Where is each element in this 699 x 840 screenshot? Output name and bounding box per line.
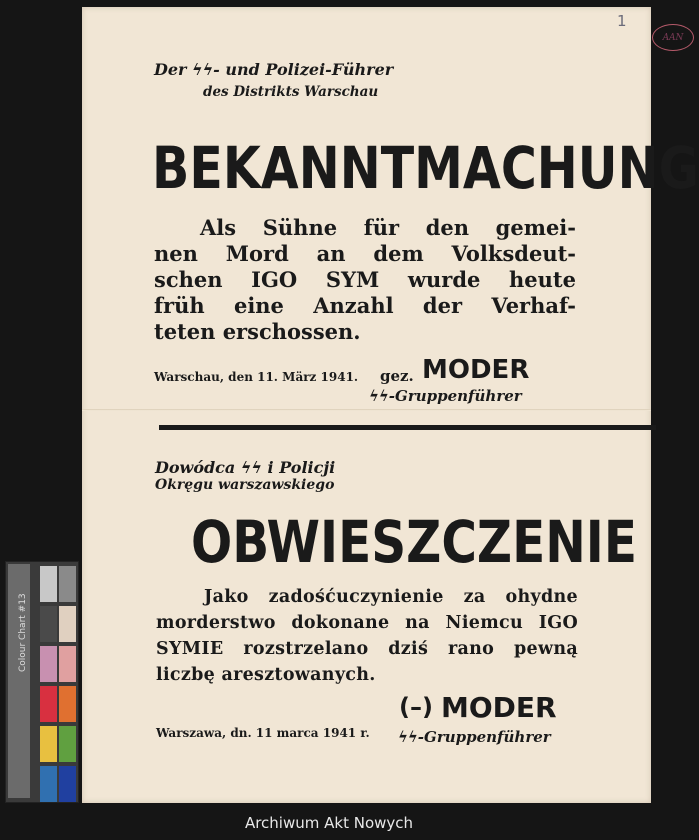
german-body-line: nen Mord an dem Volksdeut- <box>154 241 576 266</box>
polish-signature-name: MODER <box>441 691 557 724</box>
colour-swatch <box>40 726 57 762</box>
german-signature-name: MODER <box>422 355 530 385</box>
polish-body-line: morderstwo dokonane na Niemcu IGO <box>156 613 578 633</box>
german-authority-line1: Der ϟϟ- und Polizei-Führer <box>154 60 394 79</box>
colour-swatch <box>40 606 57 642</box>
polish-date: Warszawa, dn. 11 marca 1941 r. <box>156 726 370 740</box>
colour-swatch <box>59 686 76 722</box>
german-body-line: Als Sühne für den gemei- <box>200 215 576 240</box>
polish-signature-prefix: (–) <box>399 693 433 721</box>
archive-footer: Archiwum Akt Nowych <box>244 814 414 832</box>
polish-body-line: Jako zadośćuczynienie za ohydne <box>204 587 578 607</box>
german-signature-prefix: gez. <box>380 367 414 385</box>
german-body <box>154 215 576 345</box>
colour-swatch <box>59 766 76 802</box>
polish-heading: OBWIESZCZENIE <box>191 509 637 576</box>
poster-document <box>82 7 699 803</box>
paper-fold <box>82 409 651 411</box>
german-authority-line2: des Distrikts Warschau <box>203 84 379 100</box>
polish-authority-line1: Dowódca ϟϟ i Policji <box>155 458 336 477</box>
colour-swatch <box>59 606 76 642</box>
colour-swatch <box>59 726 76 762</box>
colour-swatch <box>40 566 57 602</box>
german-body-line: früh eine Anzahl der Verhaf- <box>154 293 576 318</box>
colour-swatch <box>59 646 76 682</box>
german-body-line: teten erschossen. <box>154 319 361 344</box>
colour-swatch <box>40 686 57 722</box>
pencil-mark: 1 <box>617 12 627 30</box>
polish-rank: ϟϟ-Gruppenführer <box>398 728 551 746</box>
colour-calibration-chart <box>5 561 79 803</box>
german-heading: BEKANNTMACHUNG <box>152 135 699 202</box>
archive-stamp: AAN <box>652 24 694 51</box>
section-divider <box>159 425 656 430</box>
colour-swatch <box>59 566 76 602</box>
german-rank: ϟϟ-Gruppenführer <box>369 387 522 405</box>
german-date: Warschau, den 11. März 1941. <box>154 370 359 384</box>
polish-body <box>156 584 578 688</box>
colour-swatch <box>40 766 57 802</box>
german-body-line: schen IGO SYM wurde heute <box>154 267 576 292</box>
polish-body-line: SYMIE rozstrzelano dziś rano pewną <box>156 639 578 659</box>
polish-body-line: liczbę aresztowanych. <box>156 665 376 685</box>
colour-chart-label: Colour Chart #13 <box>18 593 28 672</box>
polish-authority-line2: Okręgu warszawskiego <box>155 477 335 493</box>
colour-swatch <box>40 646 57 682</box>
